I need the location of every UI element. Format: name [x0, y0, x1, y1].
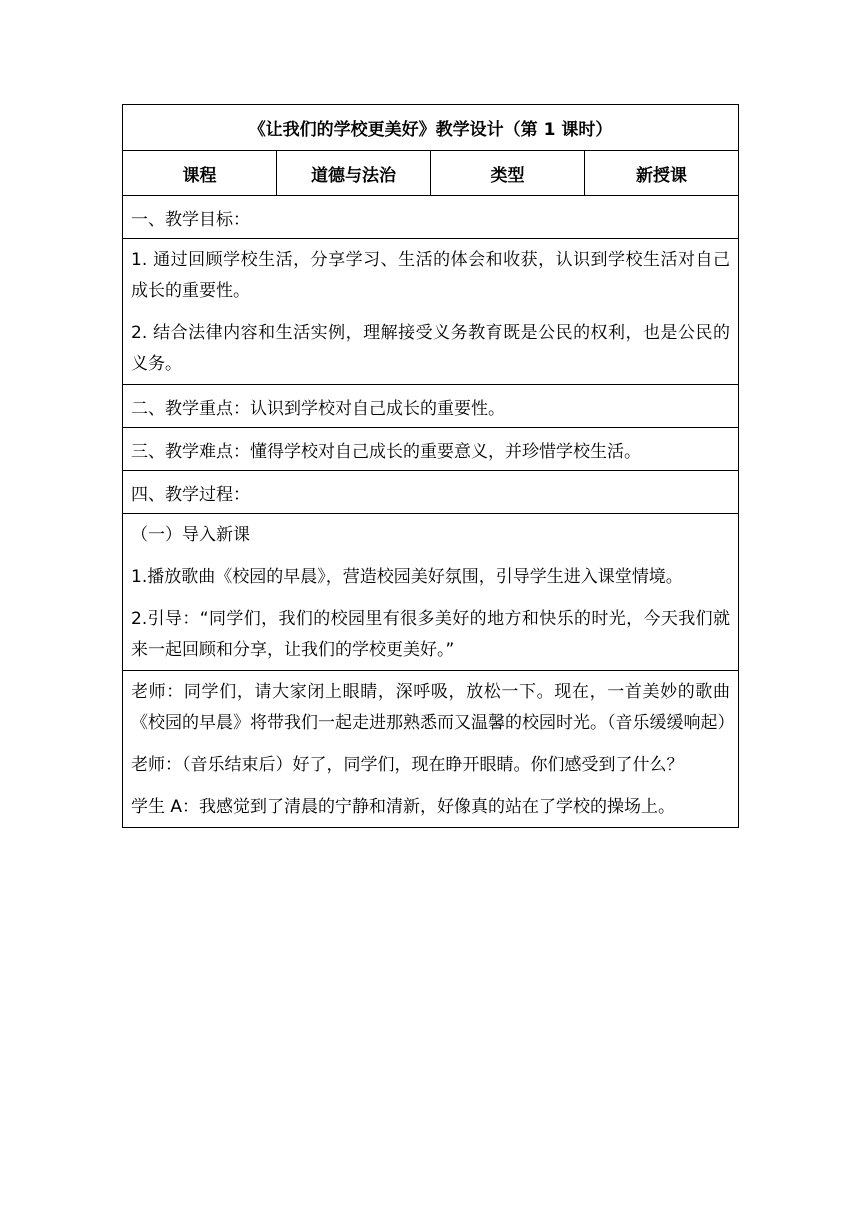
- lesson-plan-table: [122, 104, 739, 828]
- course-value: 道德与法治: [277, 151, 431, 196]
- difficulty-row: [123, 428, 739, 471]
- info-row: [123, 151, 739, 196]
- dialogue-line-2: 老师：（音乐结束后）好了，同学们，现在睁开眼睛。你们感受到了什么？: [131, 755, 684, 775]
- key-point-row: [123, 385, 739, 428]
- intro-item-1: 1.播放歌曲《校园的早晨》，营造校园美好氛围，引导学生进入课堂情境。: [131, 567, 683, 587]
- goal-item-1: 1. 通过回顾学校生活，分享学习、生活的体会和收获，认识到学校生活对自己成长的重要性。: [131, 250, 731, 301]
- goals-heading: 一、教学目标：: [123, 196, 739, 239]
- lesson-plan-document: [122, 104, 738, 828]
- goals-heading-row: [123, 196, 739, 239]
- intro-heading: （一）导入新课: [131, 525, 250, 545]
- key-point: 二、教学重点：认识到学校对自己成长的重要性。: [123, 385, 739, 428]
- course-label: 课程: [123, 151, 277, 196]
- dialogue-line-1: 老师：同学们，请大家闭上眼睛，深呼吸，放松一下。现在，一首美妙的歌曲《校园的早晨》将带我们一起走进那熟悉而又温馨的校园时光。（音乐缓缓响起）: [131, 682, 735, 733]
- dialogue-row: [123, 671, 739, 828]
- process-heading: 四、教学过程：: [123, 471, 739, 514]
- difficulty: 三、教学难点：懂得学校对自己成长的重要意义，并珍惜学校生活。: [123, 428, 739, 471]
- intro-item-2: 2.引导：“同学们，我们的校园里有很多美好的地方和快乐的时光，今天我们就来一起回顾和分享，让我们的学校更美好。”: [131, 609, 731, 660]
- type-label: 类型: [431, 151, 585, 196]
- document-title: 《让我们的学校更美好》教学设计（第 1 课时）: [123, 105, 739, 151]
- title-row: [123, 105, 739, 151]
- type-value: 新授课: [585, 151, 739, 196]
- goals-content: [123, 239, 739, 385]
- intro-content: [123, 514, 739, 671]
- goals-row: [123, 239, 739, 385]
- process-heading-row: [123, 471, 739, 514]
- dialogue-content: [123, 671, 739, 828]
- goal-item-2: 2. 结合法律内容和生活实例，理解接受义务教育既是公民的权利，也是公民的义务。: [131, 323, 731, 374]
- dialogue-line-3: 学生 A：我感觉到了清晨的宁静和清新，好像真的站在了学校的操场上。: [131, 797, 676, 817]
- intro-row: [123, 514, 739, 671]
